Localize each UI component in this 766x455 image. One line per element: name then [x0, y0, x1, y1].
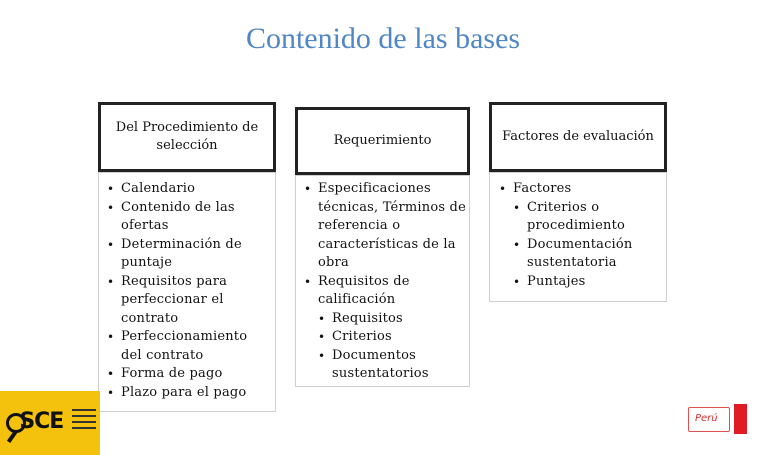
osce-logo-text: SCE	[6, 409, 64, 434]
list-item-label: Requisitos de calificación	[318, 273, 410, 307]
header-procedimiento-label: Del Procedimiento de selección	[115, 120, 259, 153]
list-item: • Contenido de las ofertas	[107, 199, 272, 236]
header-requerimiento	[295, 107, 470, 175]
list-item	[499, 180, 664, 291]
sublist-item: • Criterios	[318, 328, 466, 347]
list-procedimiento	[107, 180, 272, 402]
list-item: • Especificaciones técnicas, Términos de referencia o características de la obra	[304, 180, 466, 273]
list-item: • Perfeccionamiento del contrato	[107, 328, 272, 365]
sublist-item: • Documentos sustentatorios	[318, 347, 466, 384]
peru-brand-icon: Perú	[688, 407, 730, 432]
list-factores	[499, 180, 664, 291]
header-requerimiento-label: Requerimiento	[333, 133, 432, 148]
sublist-item: • Criterios o procedimiento	[513, 199, 664, 236]
list-item: • Calendario	[107, 180, 272, 199]
peru-logo	[688, 404, 748, 434]
sublist-item: • Requisitos	[318, 310, 466, 329]
slide-title: Contenido de las bases	[245, 22, 521, 55]
peru-flag-icon	[734, 404, 747, 434]
osce-logo	[0, 391, 100, 455]
sublist-factores	[513, 199, 664, 292]
list-item: • Forma de pago	[107, 365, 272, 384]
list-item: • Determinación de puntaje	[107, 236, 272, 273]
list-item	[304, 273, 466, 384]
list-requerimiento	[304, 180, 466, 384]
header-procedimiento	[98, 102, 276, 172]
list-item-label: Factores	[513, 181, 572, 196]
osce-logo-caption-lines	[72, 409, 96, 433]
sublist-item: • Documentación sustentatoria	[513, 236, 664, 273]
header-factores	[489, 102, 667, 172]
list-item: • Plazo para el pago	[107, 384, 272, 403]
sublist-item: • Puntajes	[513, 273, 664, 292]
list-item: • Requisitos para perfeccionar el contrato	[107, 273, 272, 329]
sublist-requerimiento	[318, 310, 466, 384]
header-factores-label: Factores de evaluación	[502, 129, 654, 144]
